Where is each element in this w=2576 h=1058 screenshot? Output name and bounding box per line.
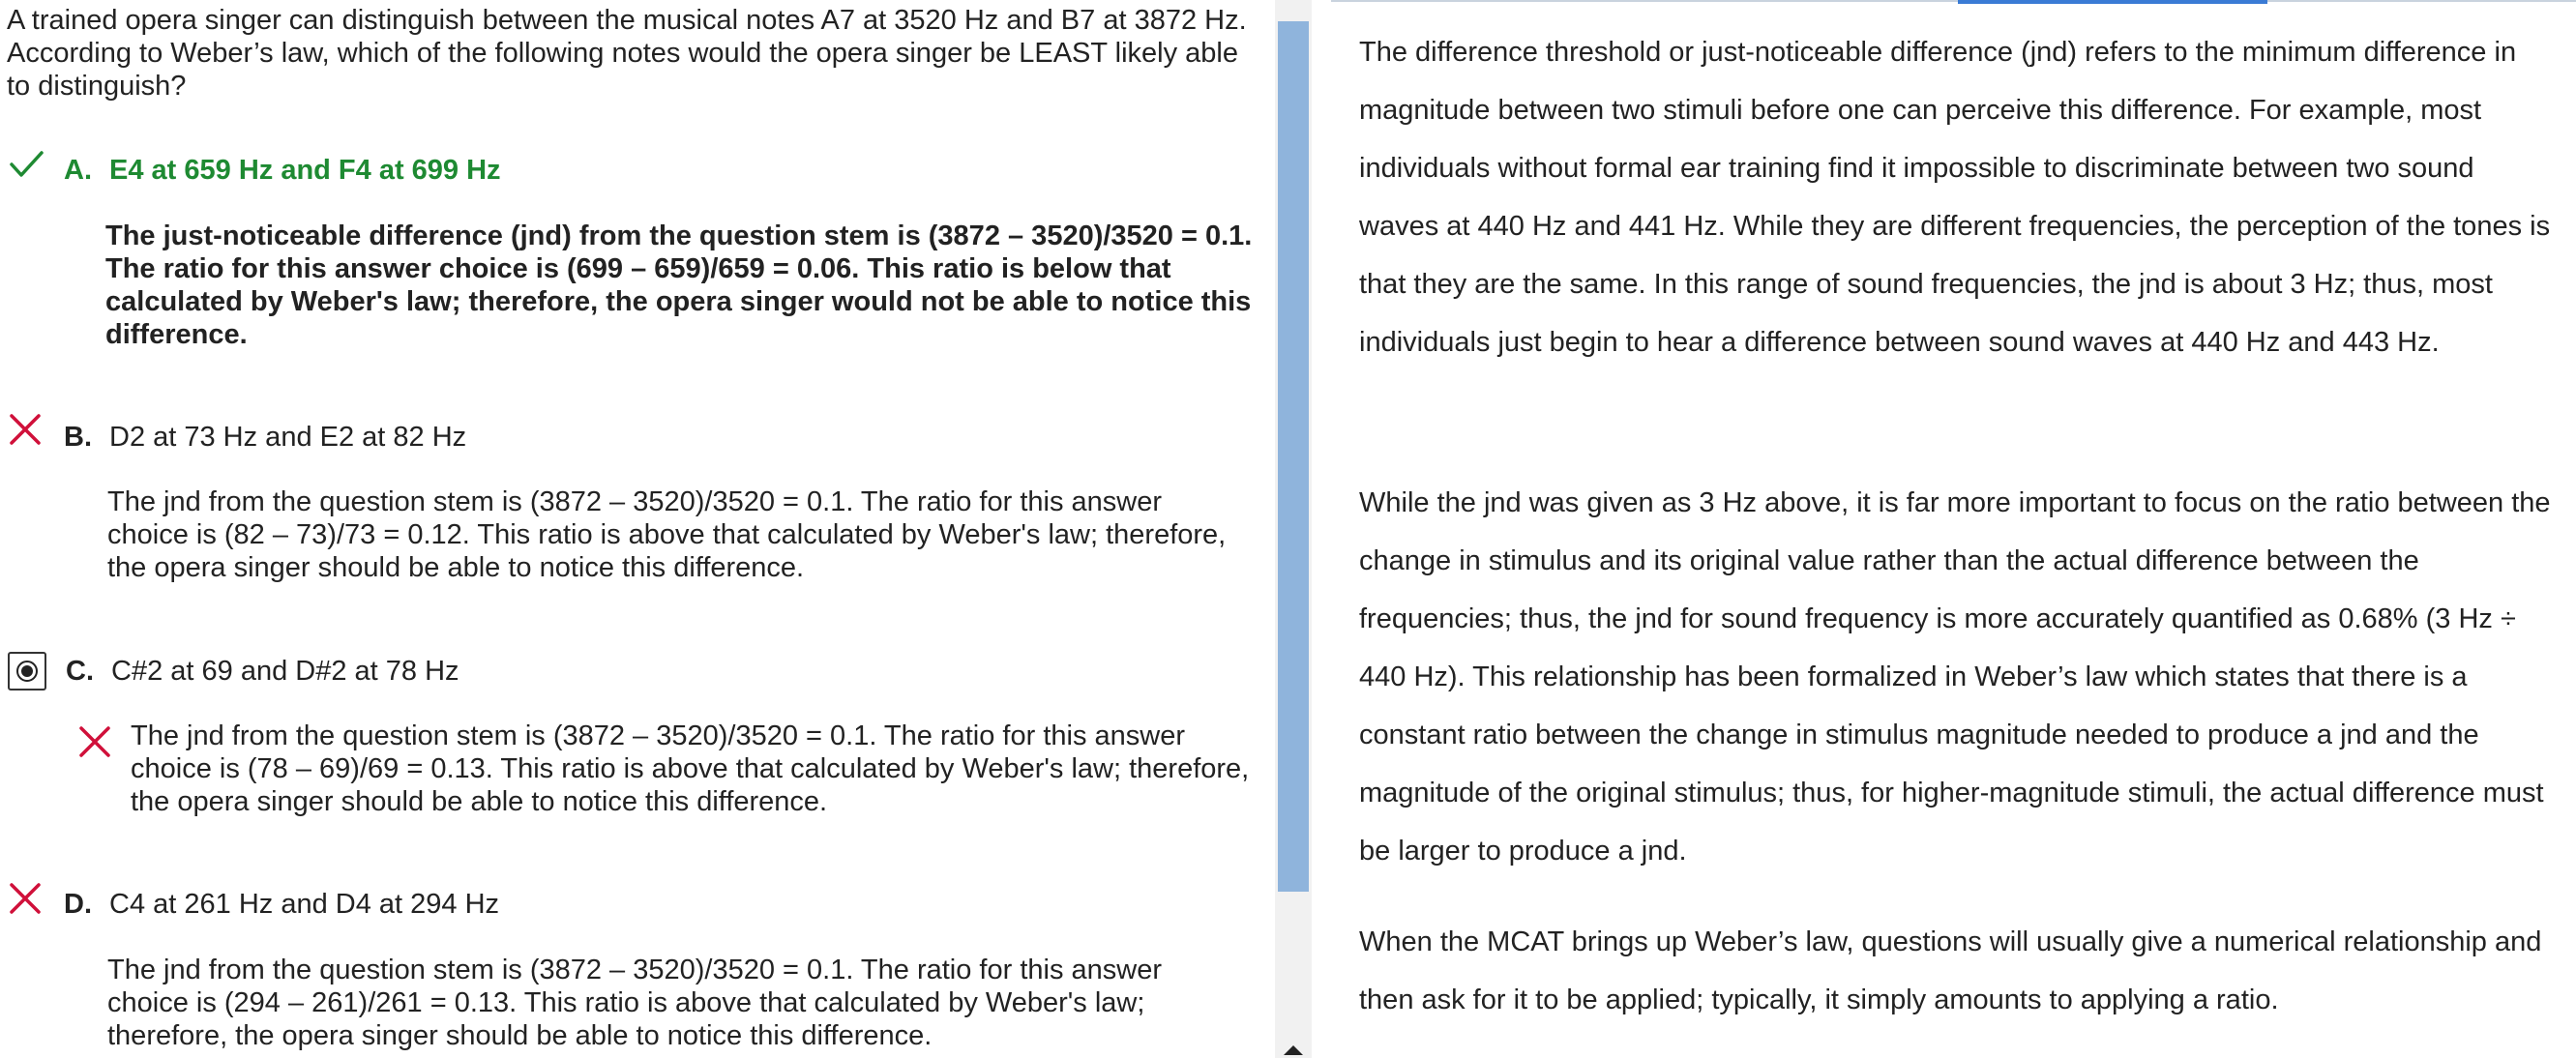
choice-c-letter: C.	[66, 656, 94, 687]
explanation-paragraph-1: The difference threshold or just-noticeable difference (jnd) refers to the minimum difference in magnitude between two stimuli before one can perceive this difference. For example, most individuals without formal ear training find it impossible to discriminate between two sound waves at 440 Hz and 441 Hz. While they are different frequencies, the perception of the tones is that they are the same. In this range of sound frequencies, the jnd is about 3 Hz; thus, most individuals just begin to hear a difference between sound waves at 440 Hz and 443 Hz.	[1359, 37, 2551, 358]
choice-c-text: C#2 at 69 and D#2 at 78 Hz	[111, 656, 459, 687]
choice-a-explanation: The just-noticeable difference (jnd) from the question stem is (3872 – 3520)/3520 = 0.1. The ratio for this answer choice is (699 – 659)/659 = 0.06. This ratio is below that calculated by Weber's law; therefore, the opera singer would not be able to notice this difference.	[105, 220, 1253, 350]
x-icon	[6, 410, 44, 449]
x-icon	[6, 879, 44, 918]
x-icon	[75, 722, 114, 761]
choice-c-label[interactable]	[66, 655, 459, 688]
choice-b-text: D2 at 73 Hz and E2 at 82 Hz	[109, 422, 467, 453]
choice-d-label[interactable]	[64, 888, 499, 921]
explanation-paragraph-2: While the jnd was given as 3 Hz above, it is far more important to focus on the ratio between the change in stimulus and its original value rather than the actual difference between the frequencies; thus, the jnd for sound frequency is more accurately quantified as 0.68% (3 Hz ÷ 440 Hz). This relationship has been formalized in Weber’s law which states that there is a constant ratio between the change in stimulus magnitude needed to produce a jnd and the magnitude of the original stimulus; thus, for higher-magnitude stimuli, the actual difference must be larger to produce a jnd.	[1359, 487, 2551, 867]
explanation-top-border	[1331, 0, 2576, 2]
choice-d-letter: D.	[64, 889, 92, 920]
choice-b-explanation: The jnd from the question stem is (3872 – 3520)/3520 = 0.1. The ratio for this answer choice is (82 – 73)/73 = 0.12. This ratio is above that calculated by Weber's law; therefore, the opera singer should be able to notice this difference.	[107, 486, 1227, 583]
scroll-up-arrow-icon[interactable]	[1278, 1041, 1309, 1058]
choice-a-label[interactable]	[64, 154, 501, 187]
choice-b-letter: B.	[64, 422, 92, 453]
choice-b-label[interactable]	[64, 421, 466, 454]
radio-selected-icon[interactable]	[8, 652, 46, 691]
scrollbar-thumb[interactable]	[1278, 21, 1309, 892]
check-icon	[8, 145, 46, 184]
active-tab-indicator	[1958, 0, 2267, 4]
choice-d-text: C4 at 261 Hz and D4 at 294 Hz	[109, 889, 500, 920]
choice-d-explanation: The jnd from the question stem is (3872 – 3520)/3520 = 0.1. The ratio for this answer choice is (294 – 261)/261 = 0.13. This ratio is above that calculated by Weber's law; therefore, the opera singer should be able to notice this difference.	[107, 955, 1162, 1051]
choice-c-explanation: The jnd from the question stem is (3872 – 3520)/3520 = 0.1. The ratio for this answer choice is (78 – 69)/69 = 0.13. This ratio is above that calculated by Weber's law; therefore, the opera singer should be able to notice this difference.	[131, 720, 1250, 817]
question-pane	[0, 0, 1275, 1058]
explanation-pane	[1331, 0, 2576, 1058]
vertical-scrollbar[interactable]	[1275, 0, 1312, 1058]
explanation-paragraph-3: When the MCAT brings up Weber’s law, questions will usually give a numerical relationship and then ask for it to be applied; typically, it simply amounts to applying a ratio.	[1359, 926, 2542, 1015]
question-stem: A trained opera singer can distinguish between the musical notes A7 at 3520 Hz and B7 at 3872 Hz. According to Weber’s law, which of the following notes would the opera singer be LEAST likely able to distinguish?	[7, 5, 1247, 102]
choice-a-text: E4 at 659 Hz and F4 at 699 Hz	[109, 155, 501, 186]
choice-a-letter: A.	[64, 155, 92, 186]
